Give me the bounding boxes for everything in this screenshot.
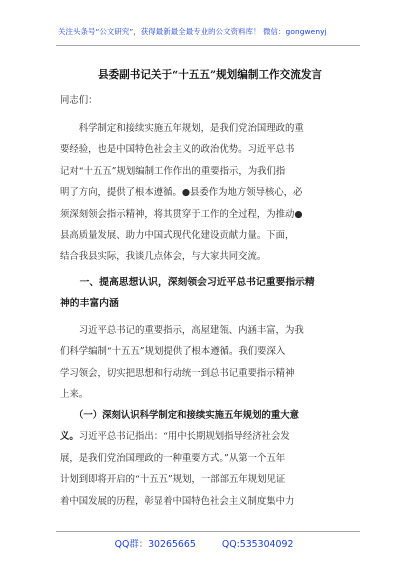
paragraph-line: 学习领会，切实把思想和行动统一到总书记重要指示精神 — [60, 367, 295, 379]
heading-line: 神的丰富内涵 — [60, 298, 119, 310]
header-divider — [56, 45, 360, 46]
paragraph-line: 们科学编制“十五五”规划提供了根本遵循。我们要深入 — [60, 346, 286, 358]
paragraph-line: 展，是我们党治国理政的一种重要方式。”从第一个五年 — [60, 452, 286, 464]
paragraph-line: 县高质量发展、助力中国式现代化建设贡献力量。下面， — [60, 229, 295, 241]
section1-heading — [60, 272, 356, 315]
salutation — [60, 90, 356, 111]
section1-paragraph — [60, 320, 356, 406]
intro-paragraph — [60, 118, 356, 268]
paragraph-line: 上来。 — [60, 389, 89, 401]
footer-divider — [56, 531, 360, 532]
subsection-heading: （一）深刻认识科学制定和接续实施五年规划的重大意 — [60, 410, 300, 421]
paragraph-line: 明了方向，提供了根本遵循。●县委作为地方领导核心，必 — [60, 187, 303, 199]
subsection-heading-end: 义。 — [60, 431, 79, 443]
paragraph-line: 着中国发展的历程，彰显着中国特色社会主义制度集中力 — [60, 495, 295, 507]
paragraph-line: 记对“十五五”规划编制工作作出的重要指示，为我们指 — [60, 165, 286, 177]
qq-group-number: QQ群：30265665 — [114, 539, 196, 550]
paragraph-line: 要经验，也是中国特色社会主义的政治优势。习近平总书 — [60, 144, 295, 156]
paragraph-line: 计划到即将开启的“十五五”规划，一部部五年规划见证 — [60, 474, 286, 486]
paragraph-text: 习近平总书记指出：“用中长期规划指导经济社会发 — [78, 431, 290, 443]
paragraph-line: 科学制定和接续实施五年规划，是我们党治国理政的重 — [60, 123, 304, 134]
header-banner: 关注头条号“公文研究”，获得最新最全最专业的公文资料库！ 微信：gongwenyj — [58, 27, 327, 36]
paragraph-line: 须深刻领会指示精神，将其贯穿于工作的全过程，为推动● — [60, 208, 303, 220]
heading-line: 一、提高思想认识，深刻领会习近平总书记重要指示精 — [60, 277, 315, 288]
subsection1-paragraph — [60, 405, 356, 512]
subsection-heading-line — [60, 405, 356, 426]
salutation-line: 同志们： — [60, 95, 98, 106]
qq-contact-number: QQ:535304092 — [221, 539, 294, 550]
document-title: 县委副书记关于“十五五”规划编制工作交流发言 — [97, 69, 323, 81]
paragraph-line: 习近平总书记的重要指示，高屋建瓴、内涵丰富，为我 — [60, 325, 304, 336]
paragraph-line: 结合我县实际，我谈几点体会，与大家共同交流。 — [60, 251, 267, 263]
paragraph-line — [60, 426, 356, 447]
footer-contacts — [0, 536, 408, 550]
